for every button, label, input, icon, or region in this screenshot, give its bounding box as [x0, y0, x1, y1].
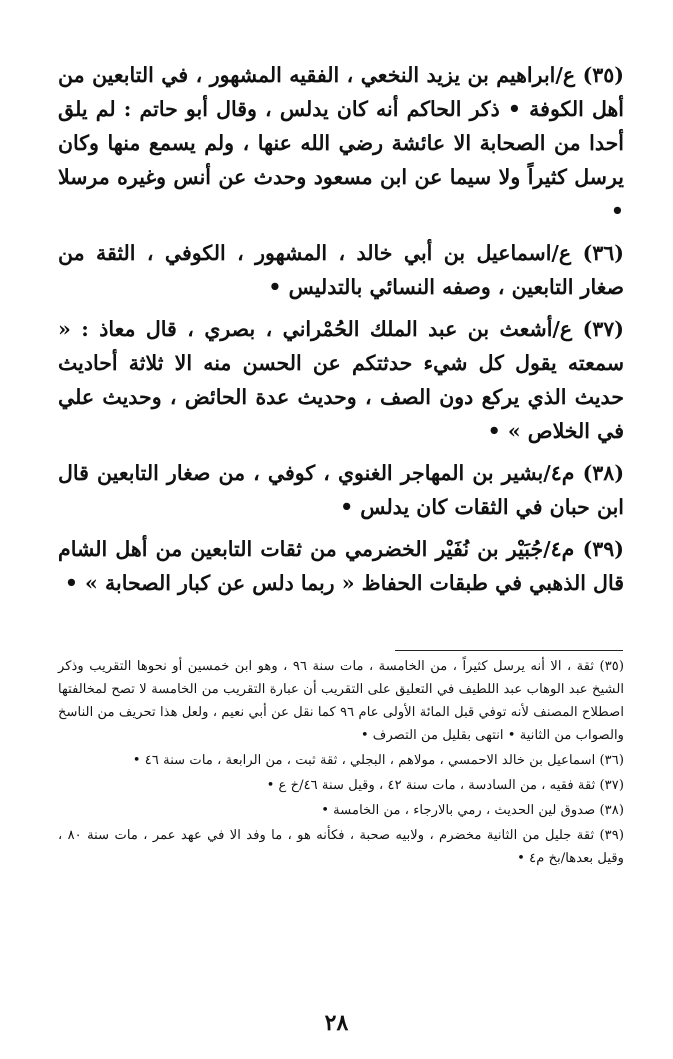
entry-text: ع/اسماعيل بن أبي خالد ، المشهور ، الكوفي ، الثقة من صغار التابعين ، وصفه النسائي بالتدليس • [58, 241, 624, 299]
footnote-38 [58, 799, 624, 822]
footnote-text: ثقة ، الا أنه يرسل كثيراً ، من الخامسة ، مات سنة ٩٦ ، وهو ابن خمسين أو نحوها التقريب وذكر الشيخ عبد الوهاب عبد اللطيف في التعليق على التقريب أن عبارة التقريب من الخامسة لا تصح لمخالفتها اصطلاح المصنف لأنه توفي قبل المائة الأولى عام ٩٦ كما نقل عن أبي نعيم ، ولعل هذا تحريف من الناسخ والصواب من الثانية • انتهى بقليل من التصرف • [58, 659, 624, 743]
footnote-text: ثقة جليل من الثانية مخضرم ، ولابيه صحبة ، فكأنه هو ، ما وفد الا في عهد عمر ، مات سنة ٨٠ ، وقيل بعدها/بخ م٤ • [58, 828, 624, 866]
footnote-text: ثقة فقيه ، من السادسة ، مات سنة ٤٢ ، وقيل سنة ٤٦/خ ع • [266, 778, 596, 793]
entry-number: (٣٥) [582, 63, 624, 87]
main-entry-39 [58, 532, 624, 600]
main-entry-35 [58, 58, 624, 228]
footnote-37 [58, 774, 624, 797]
footnote-separator [395, 650, 623, 651]
page-number: ٢٨ [324, 1010, 349, 1036]
entry-text: م٤/جُبَيْر بن نُفَيْر الخضرمي من ثقات التابعين من أهل الشام قال الذهبي في طبقات الحفاظ « ربما دلس عن كبار الصحابة » • [58, 537, 624, 595]
main-text [58, 58, 624, 600]
footnote-text: صدوق لين الحديث ، رمي بالارجاء ، من الخامسة • [321, 803, 596, 818]
footnote-number: (٣٦) [599, 753, 624, 768]
footnote-number: (٣٨) [599, 803, 624, 818]
entry-text: م٤/بشير بن المهاجر الغنوي ، كوفي ، من صغار التابعين قال ابن حبان في الثقات كان يدلس • [58, 461, 624, 519]
entry-text: ع/ابراهيم بن يزيد النخعي ، الفقيه المشهور ، في التابعين من أهل الكوفة • ذكر الحاكم أنه كان يدلس ، وقال أبو حاتم : لم يلق أحدا من الصحابة الا عائشة رضي الله عنها ، ولم يسمع منها وكان يرسل كثيراً ولا سيما عن ابن مسعود وحدث عن أنس وغيره مرسلا • [58, 63, 624, 223]
entry-text: ع/أشعث بن عبد الملك الحُمْراني ، بصري ، قال معاذ : « سمعته يقول كل شيء حدثتكم عن الحسن منه الا ثلاثة أحاديث حديث الذي يركع دون الصف ، وحديث عدة الحائض ، وحديث علي في الخلاص » • [58, 317, 624, 443]
footnotes [58, 655, 624, 870]
entry-number: (٣٧) [582, 317, 624, 341]
entry-number: (٣٩) [582, 537, 624, 561]
footnote-number: (٣٥) [599, 659, 625, 674]
main-entry-36 [58, 236, 624, 304]
footnote-number: (٣٩) [599, 828, 624, 843]
main-entry-37 [58, 312, 624, 448]
footnote-39 [58, 824, 624, 870]
footnote-36 [58, 749, 624, 772]
entry-number: (٣٦) [582, 241, 624, 265]
footnote-text: اسماعيل بن خالد الاحمسي ، مولاهم ، البجلي ، ثقة ثبت ، من الرابعة ، مات سنة ٤٦ • [132, 753, 596, 768]
footnote-35 [58, 655, 624, 747]
main-entry-38 [58, 456, 624, 524]
footnote-number: (٣٧) [599, 778, 624, 793]
entry-number: (٣٨) [582, 461, 625, 485]
